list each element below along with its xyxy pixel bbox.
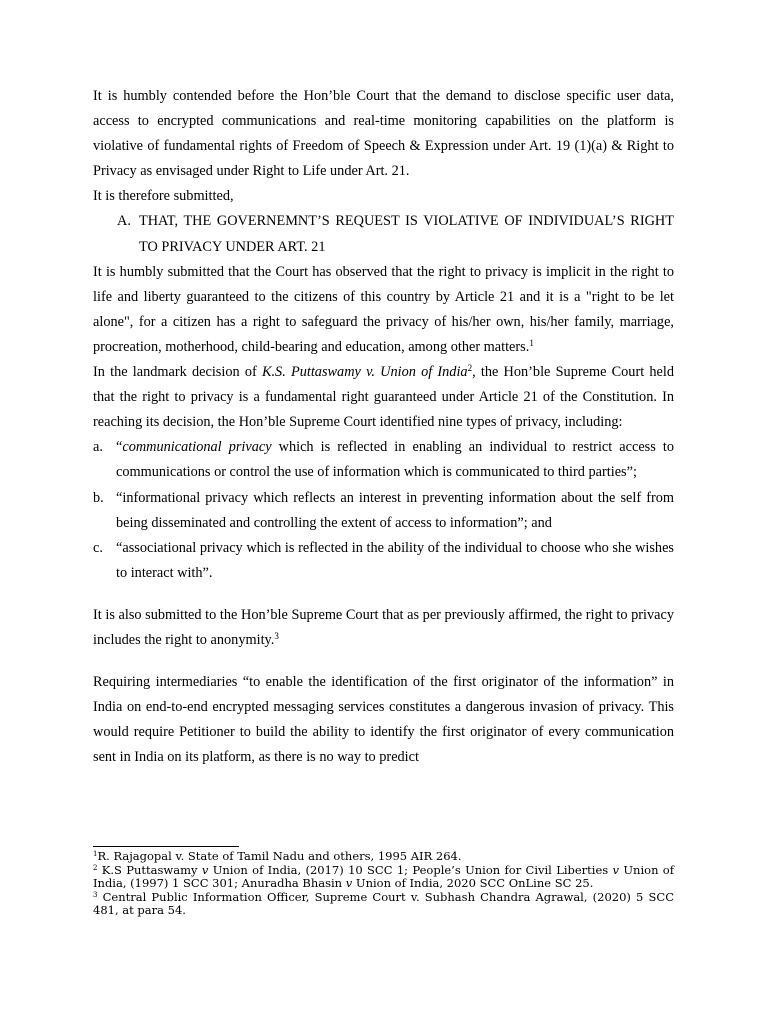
open-quote: “ xyxy=(116,439,123,456)
paragraph-anonymity xyxy=(93,603,674,653)
footnote-ref-2[interactable]: 2 xyxy=(467,363,473,374)
paragraph-text: It is humbly submitted that the Court has observed that the right to privacy is implicit in the right to life and liberty guaranteed to the citizens of this country by Article 21 and it is a "right to be let alone", for a citizen has a right to safeguard the privacy of his/her own, his/her family, marriage, procreation, motherhood, child-bearing and education, among other matters. xyxy=(93,263,674,355)
body-text xyxy=(93,84,674,770)
footnote-ref-1[interactable]: 1 xyxy=(529,337,534,348)
heading-marker: A. xyxy=(117,213,131,230)
list-item-text: “informational privacy which reflects an interest in preventing information about the self from being disseminated and controlling the extent of access to information”; and xyxy=(116,489,674,531)
paragraph-right-to-life xyxy=(93,260,674,360)
section-heading-a xyxy=(93,209,674,259)
versus-abbrev: v xyxy=(345,876,353,891)
footnote-number: 3 xyxy=(93,890,98,899)
footnote-text: R. Rajagopal v. State of Tamil Nadu and others, 1995 AIR 264. xyxy=(97,849,462,863)
heading-text: THAT, THE GOVERNEMNT’S REQUEST IS VIOLATIVE OF INDIVIDUAL’S RIGHT TO PRIVACY UNDER ART. 21 xyxy=(139,213,674,255)
footnote-ref-3[interactable]: 3 xyxy=(274,630,279,641)
spacer xyxy=(93,653,674,670)
footnote-1 xyxy=(93,850,674,864)
case-name: K.S. Puttaswamy v. Union of India xyxy=(261,364,468,381)
footnote-2 xyxy=(93,864,674,891)
paragraph-text: It is also submitted to the Hon’ble Supreme Court that as per previously affirmed, the right to privacy includes the right to anonymity. xyxy=(93,606,674,648)
list-item xyxy=(93,435,674,485)
list-marker: c. xyxy=(93,539,103,556)
list-item xyxy=(93,486,674,536)
paragraph-text: In the landmark decision of xyxy=(93,364,262,381)
paragraph-intermediaries: Requiring intermediaries “to enable the identification of the first originator of the information” in India on end-to-end encrypted messaging services constitutes a dangerous invasion of privacy. This would require Petitioner to build the ability to identify the first originator of every communication sent in India on its platform, as there is no way to predict xyxy=(93,674,674,766)
list-item-text xyxy=(116,435,674,485)
intro-paragraph: It is humbly contended before the Hon’ble Court that the demand to disclose specific user data, access to encrypted communications and real-time monitoring capabilities on the platform is violative of fundamental rights of Freedom of Speech & Expression under Art. 19 (1)(a) & Right to Privacy as envisaged under Right to Life under Art. 21. xyxy=(93,88,674,180)
footnote-3 xyxy=(93,891,674,918)
footnote-separator xyxy=(93,846,239,847)
list-marker: a. xyxy=(93,439,103,456)
versus-abbrev: v xyxy=(612,862,620,877)
footnote-text: Central Public Information Officer, Supreme Court v. Subhash Chandra Agrawal, (2020) 5 SCC 481, at para 54. xyxy=(93,889,674,918)
list-marker: b. xyxy=(93,489,104,506)
footnote-text: K.S Puttaswamy xyxy=(97,862,202,877)
submitted-line: It is therefore submitted, xyxy=(93,188,234,205)
footnote-text: Union of India, (1997) 1 SCC 301; Anuradha Bhasin xyxy=(93,862,674,891)
footnote-text: Union of India, 2020 SCC OnLine SC 25. xyxy=(352,876,594,891)
list-item-rest: which is reflected in enabling an individual to restrict access to communications or control the use of information which is communicated to third parties”; xyxy=(116,439,674,481)
list-item xyxy=(93,536,674,586)
footnote-number: 2 xyxy=(93,863,98,872)
privacy-term: communicational privacy xyxy=(122,439,272,456)
footnotes xyxy=(93,850,674,918)
versus-abbrev: v xyxy=(201,862,209,877)
paragraph-puttaswamy xyxy=(93,360,674,435)
list-item-text: “associational privacy which is reflected in the ability of the individual to choose who she wishes to interact with”. xyxy=(116,539,674,581)
paragraph-text: , the Hon’ble Supreme Court held that the right to privacy is a fundamental right guaranteed under Article 21 of the Constitution. In reaching its decision, the Hon’ble Supreme Court identified nine types of privacy, including: xyxy=(93,364,675,431)
footnote-text: Union of India, (2017) 10 SCC 1; People’s Union for Civil Liberties xyxy=(208,862,613,877)
spacer xyxy=(93,586,674,603)
footnote-number: 1 xyxy=(93,850,98,858)
